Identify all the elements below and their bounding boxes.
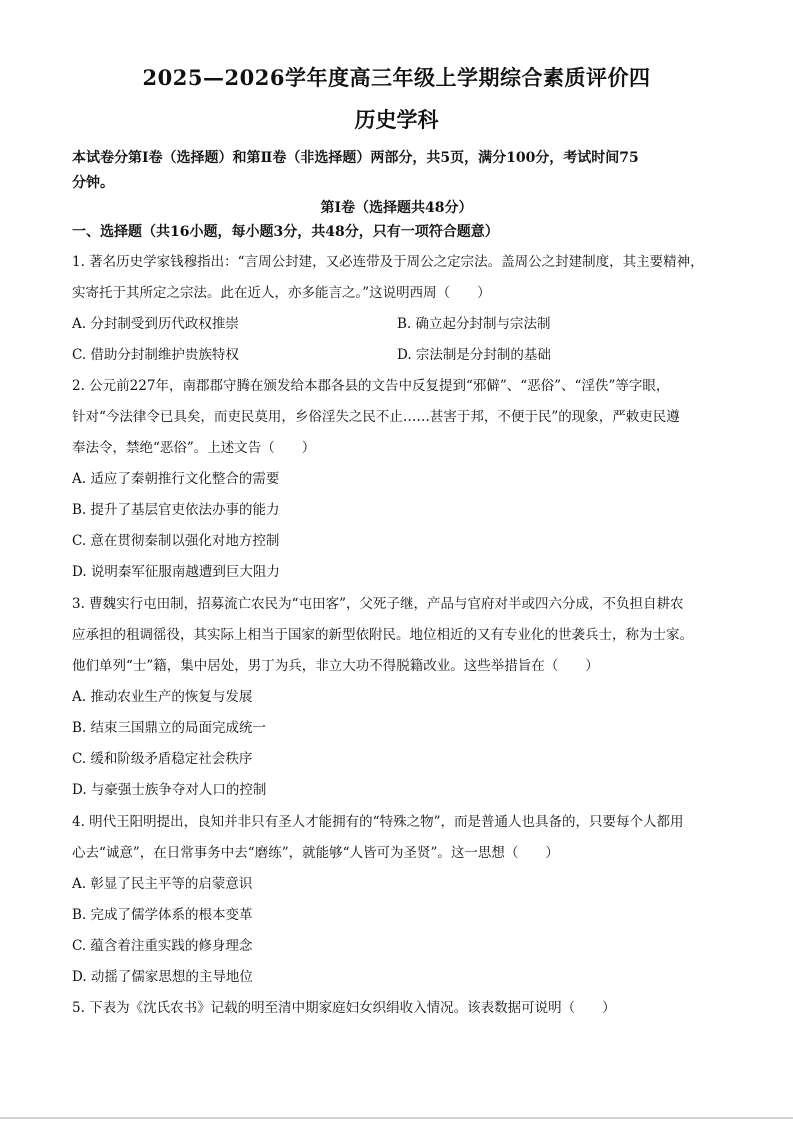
question-3-option-c: C. 缓和阶级矛盾稳定社会秩序 bbox=[72, 751, 253, 767]
question-3-option-a: A. 推动农业生产的恢复与发展 bbox=[72, 689, 253, 705]
question-2-option-c: C. 意在贯彻秦制以强化对地方控制 bbox=[72, 533, 280, 549]
question-2-line-1: 2. 公元前227年，南郡郡守腾在颁发给本郡各县的文告中反复提到“邪僻”、“恶俗”、“淫佚”等字眼， bbox=[72, 378, 670, 394]
question-4-option-d: D. 动摇了儒家思想的主导地位 bbox=[72, 969, 253, 985]
question-4-line-2: 心去“诚意”，在日常事务中去“磨练”，就能够“人皆可为圣贤”。这一思想（ ） bbox=[72, 845, 559, 861]
question-3-line-2: 应承担的租调徭役，其实际上相当于国家的新型依附民。地位相近的又有专业化的世袭兵士，称为士家。 bbox=[72, 627, 693, 643]
instructions-line-1: 本试卷分第Ⅰ卷（选择题）和第Ⅱ卷（非选择题）两部分，共5页，满分100分，考试时间75 bbox=[72, 150, 639, 166]
question-2-line-3: 奉法令，禁绝“恶俗”。上述文告（ ） bbox=[72, 440, 316, 456]
question-4-option-c: C. 蕴含着注重实践的修身理念 bbox=[72, 938, 253, 954]
question-3-option-d: D. 与豪强士族争夺对人口的控制 bbox=[72, 782, 267, 798]
question-1-option-d: D. 宗法制是分封制的基础 bbox=[397, 347, 551, 363]
subject-title: 历史学科 bbox=[354, 107, 439, 132]
question-4-line-1: 4. 明代王阳明提出，良知并非只有圣人才能拥有的“特殊之物”，而是普通人也具备的，只要每个人都用 bbox=[72, 814, 684, 830]
question-1-option-a: A. 分封制受到历代政权推崇 bbox=[72, 316, 239, 332]
question-4-option-b: B. 完成了儒学体系的根本变革 bbox=[72, 907, 253, 923]
question-3-line-3: 他们单列“士”籍，集中居处，男丁为兵，非立大功不得脱籍改业。这些举措旨在（ ） bbox=[72, 658, 599, 674]
part-heading: 一、选择题（共16小题，每小题3分，共48分，只有一项符合题意） bbox=[72, 224, 499, 240]
question-2-option-b: B. 提升了基层官吏依法办事的能力 bbox=[72, 502, 280, 518]
question-2-line-2: 针对“今法律令已具矣，而吏民莫用，乡俗淫失之民不止……甚害于邦，不便于民”的现象，严敕吏民遵 bbox=[72, 409, 680, 425]
question-1-line-1: 1. 著名历史学家钱穆指出：“言周公封建，又必连带及于周公之定宗法。盖周公之封建制度，其主要精神， bbox=[72, 254, 704, 270]
question-2-option-d: D. 说明秦军征服南越遭到巨大阻力 bbox=[72, 564, 280, 580]
question-3-line-1: 3. 曹魏实行屯田制，招募流亡农民为“屯田客”，父死子继，产品与官府对半或四六分成，不负担自耕农 bbox=[72, 596, 684, 612]
page-bottom-rule bbox=[0, 1117, 793, 1119]
question-1-line-2: 实寄托于其所定之宗法。此在近人，亦多能言之。”这说明西周（ ） bbox=[72, 285, 491, 301]
question-1-option-b: B. 确立起分封制与宗法制 bbox=[397, 316, 551, 332]
question-4-option-a: A. 彰显了民主平等的启蒙意识 bbox=[72, 876, 253, 892]
question-1-option-c: C. 借助分封制维护贵族特权 bbox=[72, 347, 239, 363]
question-3-option-b: B. 结束三国鼎立的局面完成统一 bbox=[72, 720, 267, 736]
question-2-option-a: A. 适应了秦朝推行文化整合的需要 bbox=[72, 471, 280, 487]
instructions-line-2: 分钟。 bbox=[72, 175, 114, 191]
exam-title: 2025—2026学年度高三年级上学期综合素质评价四 bbox=[142, 65, 651, 90]
question-5-line-1: 5. 下表为《沈氏农书》记载的明至清中期家庭妇女织绢收入情况。该表数据可说明（ ） bbox=[72, 1000, 616, 1016]
section-heading: 第Ⅰ卷（选择题共48分） bbox=[320, 200, 473, 216]
